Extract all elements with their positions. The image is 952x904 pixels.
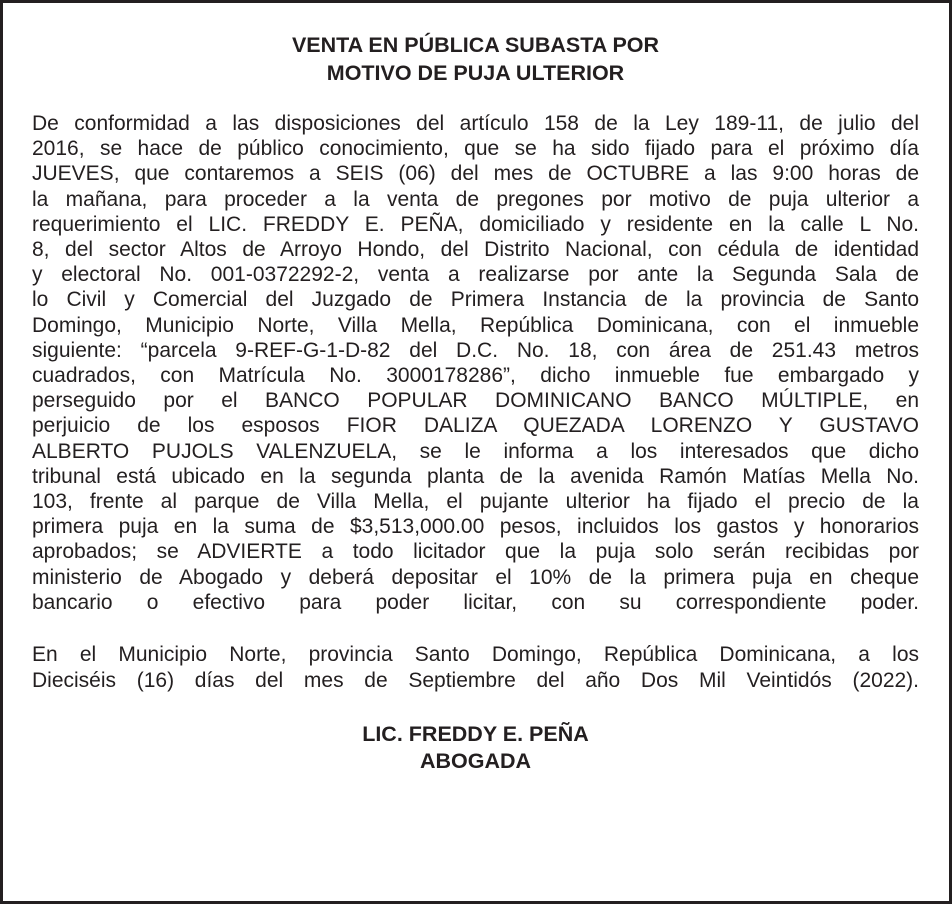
body-line: ALBERTO PUJOLS VALENZUELA, se le informa a los interesados que dicho <box>32 439 919 463</box>
body-line: siguiente: “parcela 9-REF-G-1-D-82 del D.C. No. 18, con área de 251.43 metros <box>32 338 919 362</box>
body-line: JUEVES, que contaremos a SEIS (06) del mes de OCTUBRE a las 9:00 horas de <box>32 162 919 186</box>
body-line: primera puja en la suma de $3,513,000.00 pesos, incluidos los gastos y honorarios <box>32 515 919 539</box>
body-line: bancario o efectivo para poder licitar, con su correspondiente poder. <box>32 590 919 614</box>
body-line: lo Civil y Comercial del Juzgado de Primera Instancia de la provincia de Santo <box>32 288 919 312</box>
body-line: perjuicio de los esposos FIOR DALIZA QUEZADA LORENZO Y GUSTAVO <box>32 414 919 438</box>
title-line-2: MOTIVO DE PUJA ULTERIOR <box>326 61 625 85</box>
title-line-1: VENTA EN PÚBLICA SUBASTA POR <box>291 33 660 57</box>
closing-line: En el Municipio Norte, provincia Santo Domingo, República Dominicana, a los <box>32 643 919 667</box>
signature-role: ABOGADA <box>419 749 532 774</box>
body-line: aprobados; se ADVIERTE a todo licitador que la puja solo serán recibidas por <box>32 540 919 564</box>
notice-body <box>32 111 919 615</box>
signature-block <box>32 721 919 775</box>
notice-title <box>32 31 919 87</box>
body-line: 103, frente al parque de Villa Mella, el pujante ulterior ha fijado el precio de la <box>32 490 919 514</box>
body-line: requerimiento el LIC. FREDDY E. PEÑA, domiciliado y residente en la calle L No. <box>32 212 919 236</box>
closing-line: Dieciséis (16) días del mes de Septiembre del año Dos Mil Veintidós (2022). <box>32 668 919 692</box>
body-line: De conformidad a las disposiciones del artículo 158 de la Ley 189-11, de julio del <box>32 112 919 135</box>
body-line: 2016, se hace de público conocimiento, que se ha sido fijado para el próximo día <box>32 137 919 161</box>
body-line: ministerio de Abogado y deberá depositar el 10% de la primera puja en cheque <box>32 565 919 589</box>
body-line: Domingo, Municipio Norte, Villa Mella, República Dominicana, con el inmueble <box>32 313 919 337</box>
body-line: perseguido por el BANCO POPULAR DOMINICANO BANCO MÚLTIPLE, en <box>32 389 919 413</box>
body-line: 8, del sector Altos de Arroyo Hondo, del Distrito Nacional, con cédula de identidad <box>32 238 919 262</box>
body-line: la mañana, para proceder a la venta de pregones por motivo de puja ulterior a <box>32 187 919 211</box>
signature-name: LIC. FREDDY E. PEÑA <box>362 722 589 747</box>
body-line: y electoral No. 001-0372292-2, venta a realizarse por ante la Segunda Sala de <box>32 263 919 287</box>
body-line: cuadrados, con Matrícula No. 3000178286”, dicho inmueble fue embargado y <box>32 364 919 388</box>
notice-closing <box>32 642 919 693</box>
body-line: tribunal está ubicado en la segunda planta de la avenida Ramón Matías Mella No. <box>32 464 919 488</box>
